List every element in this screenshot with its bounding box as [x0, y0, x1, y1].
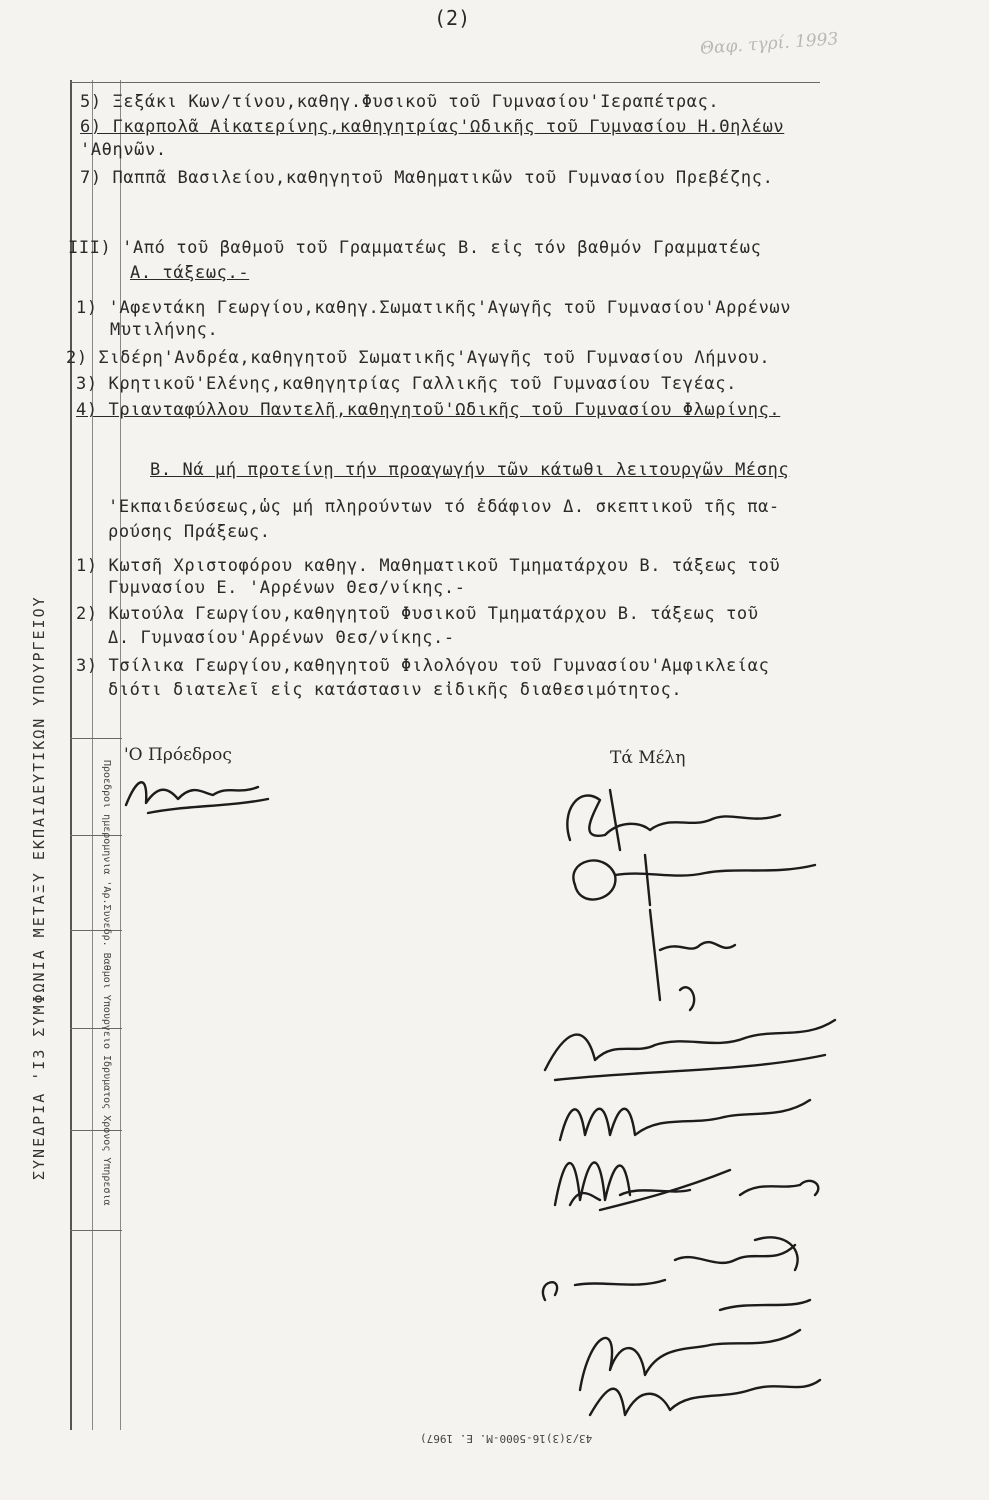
page-number: (2): [434, 6, 471, 30]
text-line: ρούσης Πράξεως.: [108, 522, 271, 542]
ledger-row-rule: [70, 835, 122, 836]
text-line: Γυμνασίου Ε. 'Αρρένων Θεσ/νίκης.-: [108, 578, 466, 598]
ledger-row-rule: [70, 738, 122, 739]
ledger-row-rule: [70, 930, 122, 931]
ledger-rule-2: [120, 80, 121, 1430]
margin-vertical-text-2: Προεδροι ημερομηνια 'Αρ.Συνεδρ. Βαθμοι Υπουργειο Ιδρυματος Χρονος Υπηρεσια: [101, 760, 112, 1206]
text-line: 5) Ξεξάκι Κων/τίνου,καθηγ.Φυσικοῦ τοῦ Γυμνασίου'Ιεραπέτρας.: [80, 92, 720, 112]
text-line: 1) Κωτσῆ Χριστοφόρου καθηγ. Μαθηματικοῦ Τμηματάρχου Β. τάξεως τοῦ: [76, 556, 781, 576]
president-signature: [118, 765, 278, 825]
text-line: 7) Παππᾶ Βασιλείου,καθηγητοῦ Μαθηματικῶν τοῦ Γυμνασίου Πρεβέζης.: [80, 168, 774, 188]
text-line: 4) Τριανταφύλλου Παντελῆ,καθηγητοῦ'Ωδικῆς τοῦ Γυμνασίου Φλωρίνης.: [76, 400, 781, 420]
text-line: III) 'Από τοῦ βαθμοῦ τοῦ Γραμματέως Β. εἰς τόν βαθμόν Γραμματέως: [68, 238, 762, 258]
ledger-row-rule: [70, 1028, 122, 1029]
text-line: 'Εκπαιδεύσεως,ὡς μή πληρούντων τό ἐδάφιον Δ. σκεπτικοῦ τῆς πα-: [108, 497, 780, 517]
text-line: 6) Γκαρπολᾶ Αἰκατερίνης,καθηγητρίας'Ωδικῆς τοῦ Γυμνασίου Η.Θηλέων: [80, 117, 785, 137]
text-line: 'Αθηνῶν.: [80, 140, 167, 160]
text-line: 3) Τσίλικα Γεωργίου,καθηγητοῦ Φιλολόγου τοῦ Γυμνασίου'Αμφικλείας: [76, 656, 770, 676]
text-line: 1) 'Αφεντάκη Γεωργίου,καθηγ.Σωματικῆς'Αγωγῆς τοῦ Γυμνασίου'Αρρένων: [76, 298, 792, 318]
member-signature: [560, 1165, 830, 1225]
text-line: 2) Κωτούλα Γεωργίου,καθηγητοῦ Φυσικοῦ Τμηματάρχου Β. τάξεως τοῦ: [76, 604, 759, 624]
text-line: διότι διατελεῖ εἰς κατάστασιν εἰδικῆς διαθεσιμότητος.: [108, 680, 683, 700]
form-footer: 43/3(3)16-5000-Μ. Ε. 1967): [420, 1432, 593, 1445]
section-heading: Β. Νά μή προτείνῃ τήν προαγωγήν τῶν κάτωθι λειτουργῶν Μέσης: [150, 460, 790, 480]
member-signature: [570, 1360, 830, 1430]
text-line: Δ. Γυμνασίου'Αρρένων Θεσ/νίκης.-: [108, 628, 455, 648]
ledger-rule-outer: [70, 80, 72, 1430]
ledger-top-rule: [70, 82, 820, 83]
margin-note: Θαφ. τγρί. 1993: [699, 29, 839, 59]
ledger-row-rule: [70, 1130, 122, 1131]
ledger-row-rule: [70, 1230, 122, 1231]
ledger-rule-1: [92, 80, 93, 1430]
text-line: Α. τάξεως.-: [130, 263, 250, 283]
text-line: 2) Σιδέρη'Ανδρέα,καθηγητοῦ Σωματικῆς'Αγωγῆς τοῦ Γυμνασίου Λήμνου.: [66, 348, 771, 368]
text-line: 3) Κρητικοῦ'Ελένης,καθηγητρίας Γαλλικῆς τοῦ Γυμνασίου Τεγέας.: [76, 374, 737, 394]
president-label: 'Ο Πρόεδρος: [124, 745, 232, 765]
margin-vertical-text: ΣΥΝΕΔΡΙΑ 'Ι3 ΣΥΜΦΩΝΙΑ ΜΕΤΑΞΥ ΕΚΠΑΙΔΕΥΤΙΚΩΝ ΥΠΟΥΡΓΕΙΟΥ: [30, 595, 48, 1180]
text-line: Μυτιλήνης.: [110, 320, 219, 340]
members-label: Τά Μέλη: [610, 748, 686, 768]
